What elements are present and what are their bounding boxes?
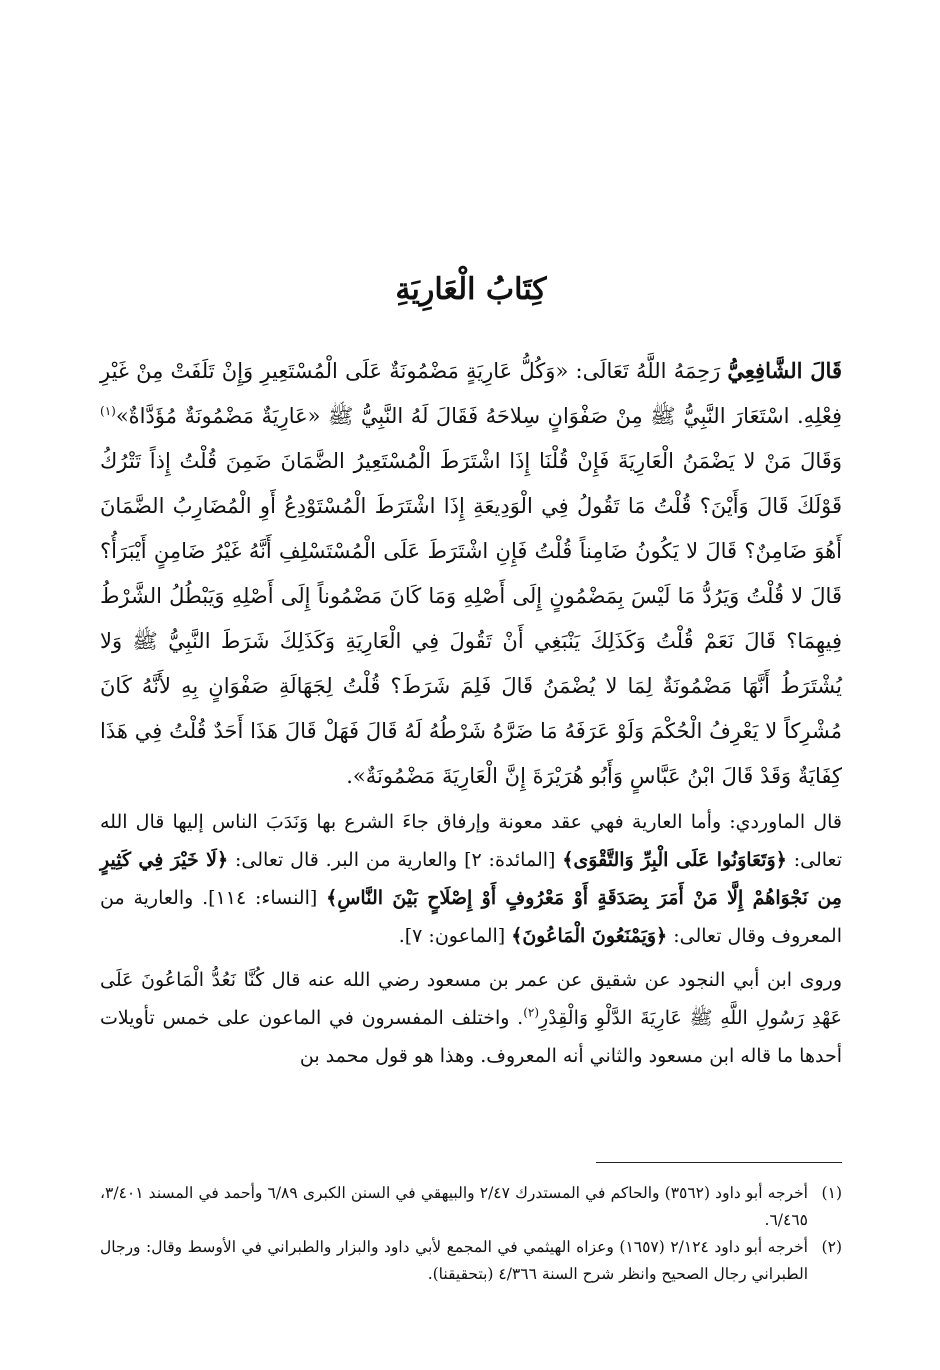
narration-text: وروى ابن أبي النجود عن شقيق عن عمر بن مسعود رضي الله عنه قال كُنَّا نَعُدُّ الْمَاعُونَ عَلَى عَهْدِ رَسُولِ اللَّهِ ﷺ عَارِيَةَ الدَّلْوِ وَالْقِدْرِ <box>100 969 842 1029</box>
footnotes <box>100 1180 842 1288</box>
verse-ref-2: [النساء: ١١٤]. والعارية من المعروف وقال تعالى: <box>100 887 842 947</box>
narration-text-continued: . واختلف المفسرون في الماعون على خمس تأويلات أحدها ما قاله ابن مسعود والثاني أنه المعروف. وهذا هو قول محمد بن <box>100 1007 842 1067</box>
shafii-lead: قَالَ الشَّافِعِيُّ <box>727 358 842 383</box>
footnote-2 <box>100 1234 842 1288</box>
mawardi-intro: قال الماوردي: وأما العارية فهي عقد معونة وإرفاق جاءَ الشرع بها وَنَدَبَ الناس إليها قال الله تعالى: <box>100 811 843 871</box>
mawardi-commentary <box>100 803 842 955</box>
chapter-title: كِتَابُ الْعَارِيَةِ <box>395 272 547 307</box>
footnote-text: أخرجه أبو داود (٣٥٦٢) والحاكم في المستدرك ٢/٤٧ والبيهقي في السنن الكبرى ٦/٨٩ وأحمد في المسند ٣/٤٠١، ٦/٤٦٥. <box>100 1184 808 1229</box>
quran-verse-2: ﴿لَا خَيْرَ فِي كَثِيرٍ مِن نَجْوَاهُمْ إِلَّا مَنْ أَمَرَ بِصَدَقَةٍ أَوْ مَعْرُوفٍ أَوْ إِصْلَاحٍ بَيْنَ النَّاسِ﴾ <box>100 849 842 909</box>
footnote-number: (٢) <box>821 1238 842 1256</box>
footnote-divider <box>596 1162 842 1163</box>
quran-verse-1: ﴿وَتَعَاوَنُوا عَلَى الْبِرِّ وَالتَّقْوَى﴾ <box>562 849 787 871</box>
shafii-body: رَحِمَهُ اللَّهُ تَعَالَى: «وَكُلُّ عَارِيَةٍ مَضْمُونَةٌ عَلَى الْمُسْتَعِيرِ وَإِنْ تَلَفَتْ مِنْ غَيْرِ فِعْلِهِ. اسْتَعَارَ النَّبِيُّ ﷺ مِنْ صَفْوَانٍ سِلاحَهُ فَقَالَ لَهُ النَّبِيُّ ﷺ «عَارِيَةٌ مَضْمُونَةٌ مُؤَدَّاةٌ» <box>100 359 842 428</box>
footnote-number: (١) <box>821 1184 842 1202</box>
shafii-text <box>100 348 842 799</box>
page-body <box>100 270 842 1075</box>
verse-ref-1: [المائدة: ٢] والعارية من البر. قال تعالى: <box>228 849 563 871</box>
quran-verse-3: ﴿وَيَمْنَعُونَ الْمَاعُونَ﴾ <box>511 925 668 947</box>
ibn-najud-narration <box>100 961 842 1075</box>
footnote-ref-2[interactable]: (٢) <box>523 1005 540 1020</box>
footnote-text: أخرجه أبو داود ٢/١٢٤ (١٦٥٧) وعزاه الهيثمي في المجمع لأبي داود والبزار والطبراني في الأوسط وقال: ورجال الطبراني رجال الصحيح وانظر شرح السنة ٤/٣٦٦ (بتحقيقنا). <box>100 1238 808 1283</box>
footnote-ref-1[interactable]: (١) <box>100 404 116 418</box>
verse-ref-3: [الماعون: ٧]. <box>398 925 512 947</box>
shafii-body-continued: وَقَالَ مَنْ لا يَضْمَنُ الْعَارِيَةَ فَإِنْ قُلْنَا إِذَا اشْتَرَطَ الْمُسْتَعِيرُ الضَّمَانَ ضَمِنَ قُلْتُ إِذاً تَتْرُكُ قَوْلَكَ قَالَ وَأَيْنَ؟ قُلْتُ مَا تَقُولُ فِي الْوَدِيعَةِ إِذَا اشْتَرَطَ الْمُسْتَوْدِعُ أَوِ الْمُضَارِبُ الضَّمَانَ أَهُوَ ضَامِنٌ؟ قَالَ لا يَكُونُ ضَامِناً قُلْتُ فَإِنِ اشْتَرَطَ عَلَى الْمُسْتَسْلِفِ أَنَّهُ غَيْرُ ضَامِنٍ أَيْبَرَأُ؟ قَالَ لا قُلْتُ وَيَرُدُّ مَا لَيْسَ بِمَضْمُونٍ إِلَى أَصْلِهِ وَمَا كَانَ مَضْمُوناً إِلَى أَصْلِهِ وَيَبْطُلُ الشَّرْطُ فِيهِمَا؟ قَالَ نَعَمْ قُلْتُ وَكَذَلِكَ يَنْبَغِي أَنْ تَقُولَ فِي الْعَارِيَةِ وَكَذَلِكَ شَرَطَ النَّبِيُّ ﷺ وَلا يُشْتَرَطُ أَنَّهَا مَضْمُونَةٌ لِمَا لا يُضْمَنُ قَالَ فَلِمَ شَرَطَ؟ قُلْتُ لِجَهَالَةِ صَفْوَانٍ بِهِ لأَنَّهُ كَانَ مُشْرِكاً لا يَعْرِفُ الْحُكْمَ وَلَوْ عَرَفَهُ مَا ضَرَّهُ شَرْطُهُ لَهُ قَالَ فَهَلْ قَالَ هَذَا أَحَدٌ قُلْتُ فِي هَذَا كِفَايَةٌ وَقَدْ قَالَ ابْنُ عَبَّاسٍ وَأَبُو هُرَيْرَةَ إِنَّ الْعَارِيَةَ مَضْمُونَةٌ». <box>100 449 842 788</box>
footnote-1 <box>100 1180 842 1234</box>
